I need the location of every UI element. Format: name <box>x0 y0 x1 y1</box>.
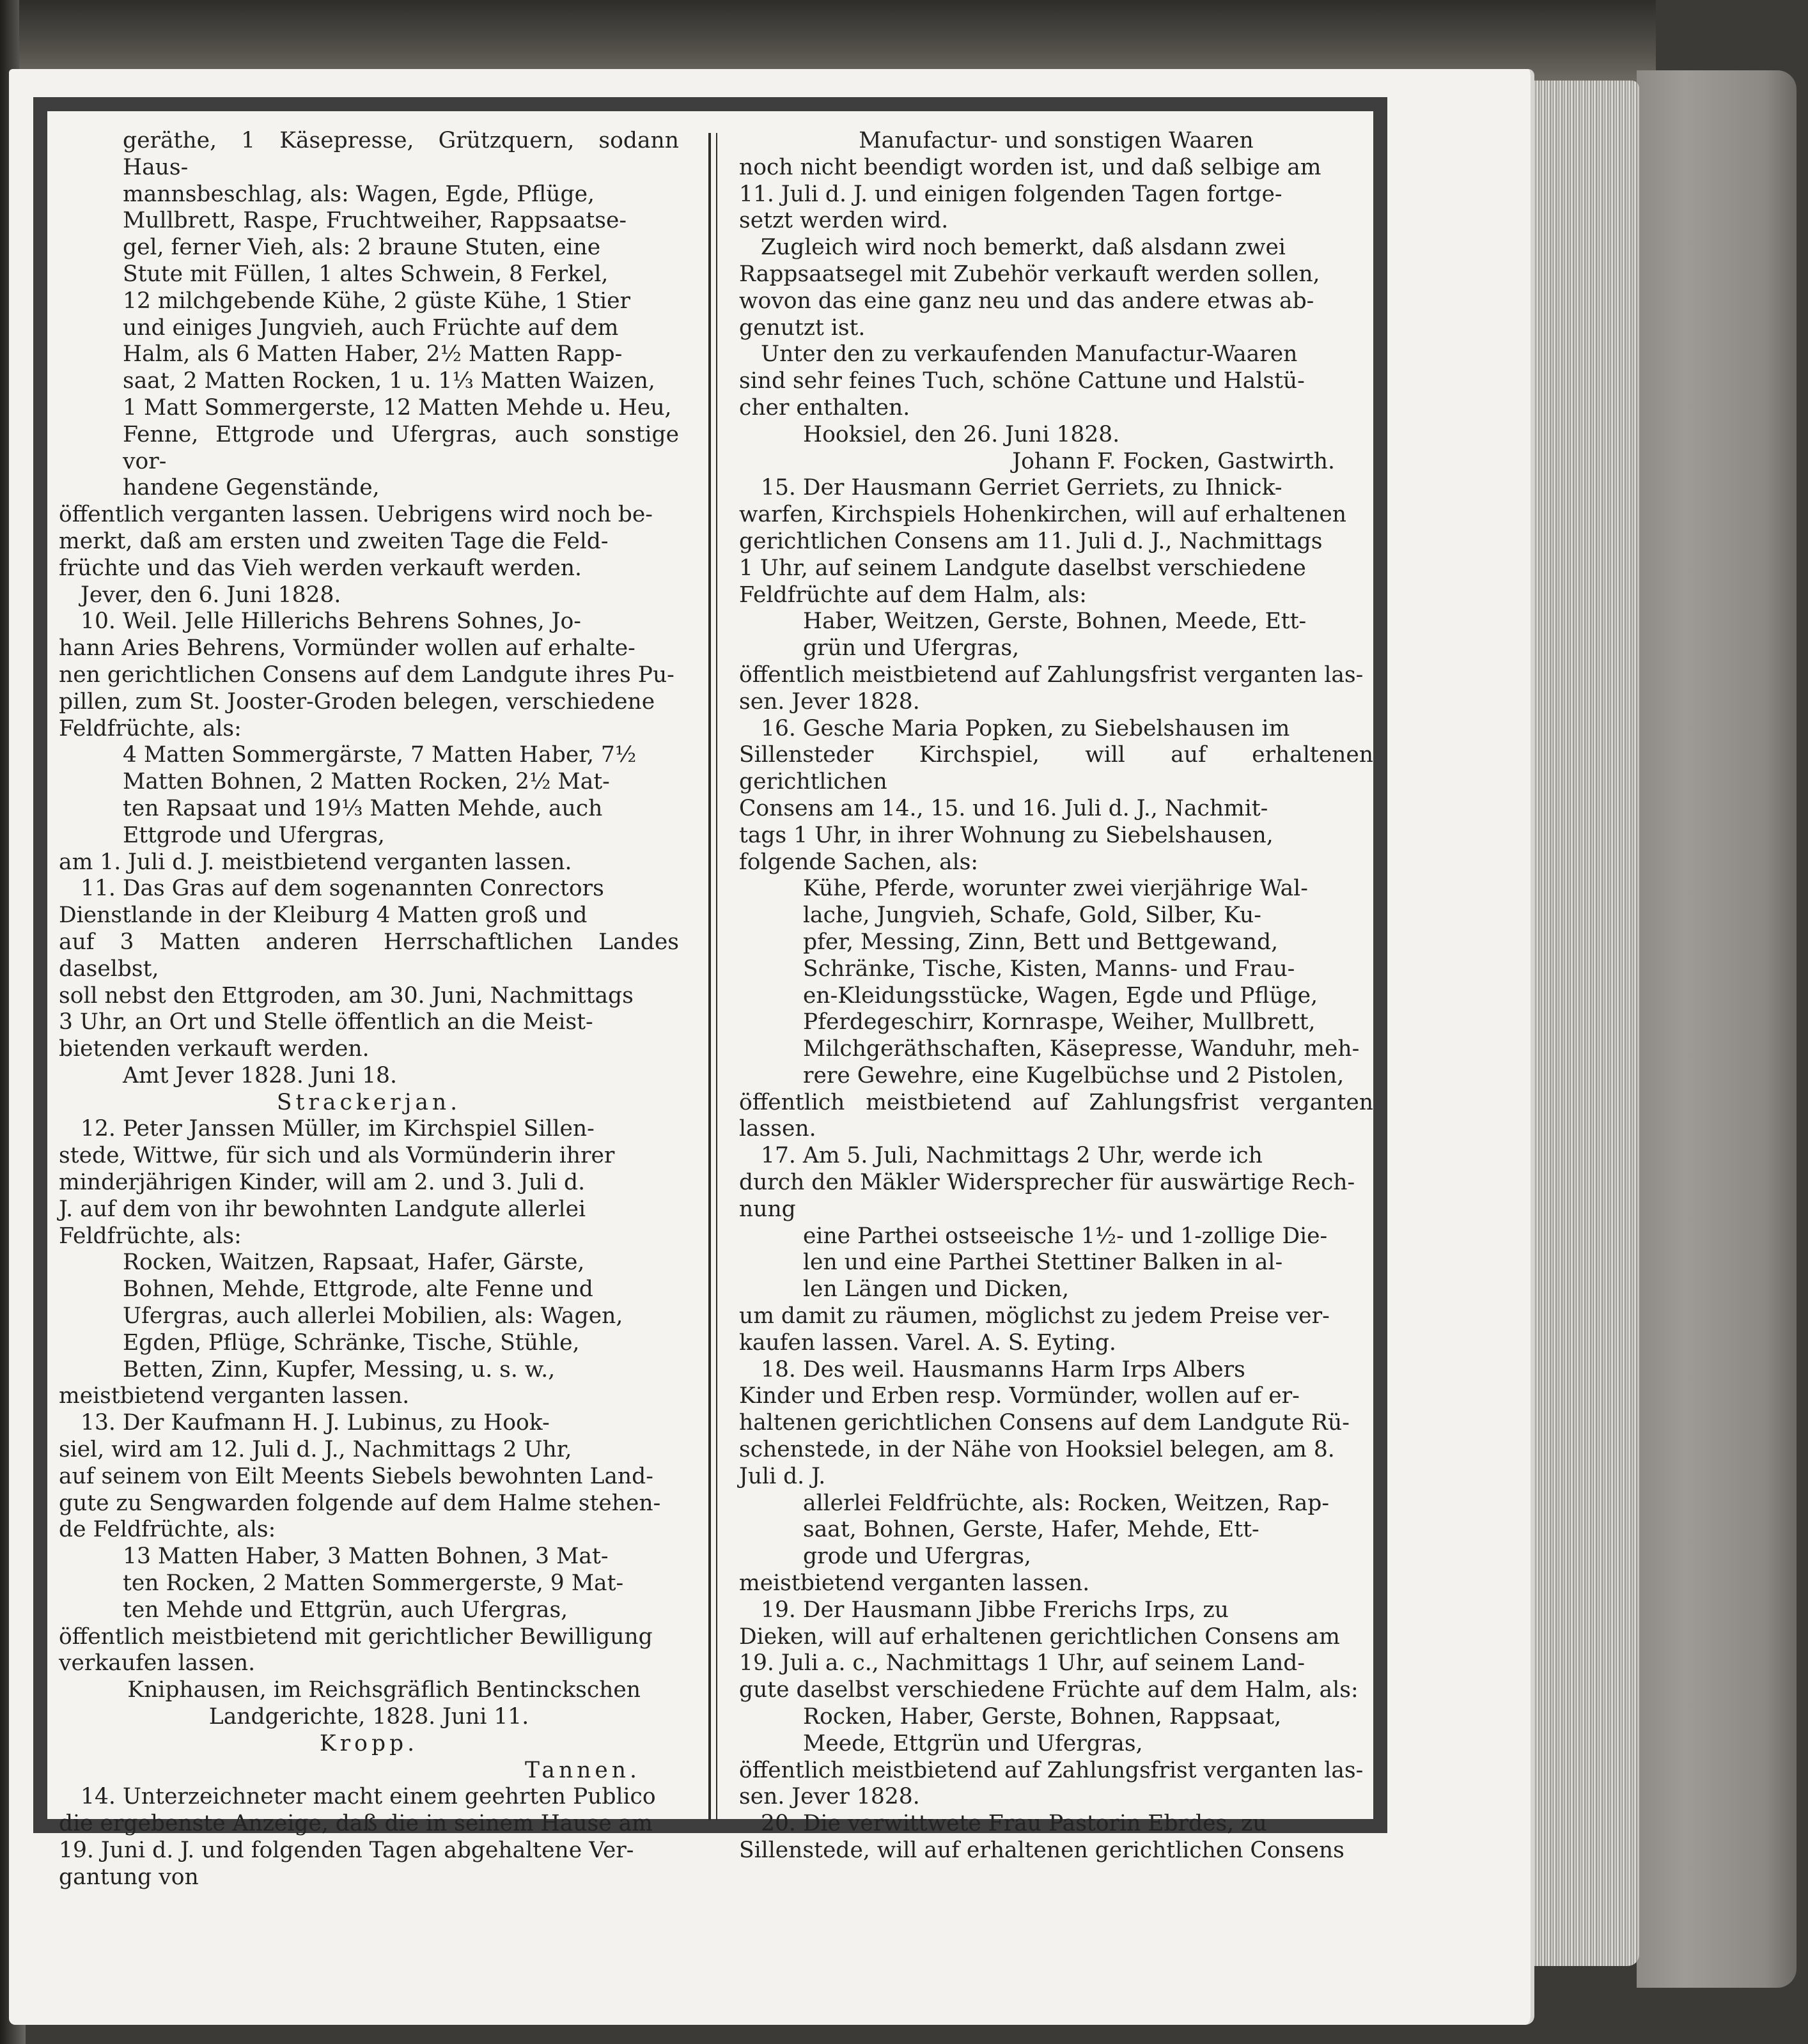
text-line: sen. Jever 1828. <box>739 1784 920 1810</box>
text-line: 11. Das Gras auf dem sogenannten Conrectors <box>81 876 604 902</box>
text-line: Landgerichte, 1828. Juni 11. <box>208 1704 529 1730</box>
text-line: Bohnen, Mehde, Ettgrode, alte Fenne und <box>123 1276 593 1303</box>
text-line: 10. Weil. Jelle Hillerichs Behrens Sohnes, Jo- <box>81 608 581 635</box>
text-line: Matten Bohnen, 2 Matten Rocken, 2½ Mat- <box>123 769 610 795</box>
text-line: Pferdegeschirr, Kornraspe, Weiher, Mullbrett, <box>803 1009 1316 1035</box>
text-line: merkt, daß am ersten und zweiten Tage die Feld- <box>59 528 609 554</box>
text-line: grode und Ufergras, <box>803 1544 1031 1570</box>
text-line: cher enthalten. <box>739 394 910 421</box>
text-line: ten Rocken, 2 Matten Sommergerste, 9 Mat- <box>123 1570 624 1597</box>
text-line: eine Parthei ostseeische 1½- und 1-zollige Die- <box>803 1223 1328 1249</box>
text-line: öffentlich meistbietend mit gerichtlicher Bewilligung <box>59 1623 653 1650</box>
text-line: nen gerichtlichen Consens auf dem Landgute ihres Pu- <box>59 662 674 688</box>
text-line: auf 3 Matten anderen Herrschaftlichen Landes daselbst, <box>59 929 679 982</box>
text-line: Kühe, Pferde, worunter zwei vierjährige Wal- <box>803 876 1308 902</box>
right-column <box>739 128 1373 1863</box>
text-line: Feldfrüchte, als: <box>59 715 242 741</box>
text-line: am 1. Juli d. J. meistbietend verganten lassen. <box>59 849 572 875</box>
text-line: siel, wird am 12. Juli d. J., Nachmittags 2 Uhr, <box>59 1437 572 1463</box>
text-line: 4 Matten Sommergärste, 7 Matten Haber, 7½ <box>123 742 637 768</box>
text-line: öffentlich meistbietend auf Zahlungsfrist verganten lassen. <box>739 1089 1373 1142</box>
text-line: Ettgrode und Ufergras, <box>123 822 385 848</box>
text-line: Strackerjan. <box>276 1089 462 1115</box>
text-line: 13 Matten Haber, 3 Matten Bohnen, 3 Mat- <box>123 1544 609 1570</box>
text-line: öffentlich meistbietend auf Zahlungsfrist verganten las- <box>739 662 1364 688</box>
text-line: Betten, Zinn, Kupfer, Messing, u. s. w., <box>123 1356 556 1382</box>
text-line: 1 Matt Sommergerste, 12 Matten Mehde u. Heu, <box>123 394 672 421</box>
text-line: und einiges Jungvieh, auch Früchte auf dem <box>123 314 619 341</box>
text-line: saat, 2 Matten Rocken, 1 u. 1⅓ Matten Waizen, <box>123 368 655 394</box>
text-line: pillen, zum St. Jooster-Groden belegen, verschiedene <box>59 688 655 715</box>
text-line: 18. Des weil. Hausmanns Harm Irps Albers <box>761 1356 1245 1382</box>
text-line: Amt Jever 1828. Juni 18. <box>123 1062 397 1088</box>
text-line: meistbietend verganten lassen. <box>59 1383 410 1409</box>
text-line: die ergebenste Anzeige, daß die in seinem Hause am <box>59 1811 653 1837</box>
text-line: ten Rapsaat und 19⅓ Matten Mehde, auch <box>123 795 603 821</box>
text-line: durch den Mäkler Widersprecher für auswärtige Rech- <box>739 1170 1355 1196</box>
text-line: Schränke, Tische, Kisten, Manns- und Frau- <box>803 956 1295 982</box>
text-line: saat, Bohnen, Gerste, Hafer, Mehde, Ett- <box>803 1517 1259 1543</box>
column-rule <box>708 133 711 1820</box>
text-line: früchte und das Vieh werden verkauft werden. <box>59 555 582 581</box>
page-edges <box>1531 81 1639 1966</box>
left-column <box>59 128 679 1890</box>
text-line: 1 Uhr, auf seinem Landgute daselbst verschiedene <box>739 555 1306 581</box>
text-line: warfen, Kirchspiels Hohenkirchen, will auf erhaltenen <box>739 502 1346 528</box>
text-line: Juli d. J. <box>739 1463 826 1489</box>
text-line: pfer, Messing, Zinn, Bett und Bettgewand, <box>803 929 1279 955</box>
text-line: hann Aries Behrens, Vormünder wollen auf erhalte- <box>59 635 635 662</box>
text-line: 14. Unterzeichneter macht einem geehrten Publico <box>81 1784 656 1810</box>
text-line: ten Mehde und Ettgrün, auch Ufergras, <box>123 1597 568 1623</box>
text-line: 19. Juli a. c., Nachmittags 1 Uhr, auf seinem Land- <box>739 1650 1305 1676</box>
text-line: 16. Gesche Maria Popken, zu Siebelshausen im <box>761 715 1290 741</box>
text-line: soll nebst den Ettgroden, am 30. Juni, Nachmittags <box>59 982 634 1009</box>
text-line: lache, Jungvieh, Schafe, Gold, Silber, Ku- <box>803 902 1261 929</box>
text-line: haltenen gerichtlichen Consens auf dem Landgute Rü- <box>739 1410 1350 1436</box>
text-line: gantung von <box>59 1864 199 1890</box>
text-line: Ufergras, auch allerlei Mobilien, als: Wagen, <box>123 1303 623 1329</box>
text-line: Halm, als 6 Matten Haber, 2½ Matten Rapp- <box>123 341 623 368</box>
text-line: Jever, den 6. Juni 1828. <box>81 582 341 608</box>
text-line: minderjährigen Kinder, will am 2. und 3. Juli d. <box>59 1170 586 1196</box>
text-line: Unter den zu verkaufenden Manufactur-Waaren <box>761 341 1298 368</box>
text-line: nung <box>739 1196 796 1222</box>
text-line: stede, Wittwe, für sich und als Vormünderin ihrer <box>59 1143 615 1169</box>
text-line: gerichtlichen Consens am 11. Juli d. J., Nachmittags <box>739 528 1323 554</box>
text-line: wovon das eine ganz neu und das andere etwas ab- <box>739 288 1314 314</box>
text-line: Johann F. Focken, Gastwirth. <box>1012 448 1335 474</box>
text-line: verkaufen lassen. <box>59 1650 256 1676</box>
text-line: Tannen. <box>525 1757 641 1783</box>
text-line: Dienstlande in der Kleiburg 4 Matten groß und <box>59 902 588 929</box>
text-line: 20. Die verwittwete Frau Pastorin Ebrdes, zu <box>761 1811 1267 1837</box>
text-line: Fenne, Ettgrode und Ufergras, auch sonstige vor- <box>123 421 679 474</box>
text-line: 19. Der Hausmann Jibbe Frerichs Irps, zu <box>761 1597 1229 1623</box>
text-line: Haber, Weitzen, Gerste, Bohnen, Meede, Ett- <box>803 608 1307 635</box>
text-line: Dieken, will auf erhaltenen gerichtlichen Consens am <box>739 1623 1340 1650</box>
text-line: Manufactur- und sonstigen Waaren <box>859 128 1254 153</box>
text-line: grün und Ufergras, <box>803 635 1020 662</box>
text-line: gute daselbst verschiedene Früchte auf dem Halm, als: <box>739 1677 1359 1703</box>
text-line: genutzt ist. <box>739 314 866 341</box>
text-line: folgende Sachen, als: <box>739 849 979 875</box>
text-line: meistbietend verganten lassen. <box>739 1570 1090 1597</box>
text-line: sind sehr feines Tuch, schöne Cattune und Halstü- <box>739 368 1305 394</box>
text-line: Milchgeräthschaften, Käsepresse, Wanduhr, meh- <box>803 1036 1360 1062</box>
page-frame <box>33 97 1387 1890</box>
text-line: tags 1 Uhr, in ihrer Wohnung zu Siebelshausen, <box>739 822 1274 848</box>
text-line: öffentlich meistbietend auf Zahlungsfrist verganten las- <box>739 1757 1364 1783</box>
text-line: len und eine Parthei Stettiner Balken in al- <box>803 1250 1283 1276</box>
text-line: 13. Der Kaufmann H. J. Lubinus, zu Hook- <box>81 1410 550 1436</box>
text-line: kaufen lassen. Varel. A. S. Eyting. <box>739 1329 1116 1356</box>
text-line: Kropp. <box>319 1730 419 1756</box>
text-line: handene Gegenstände, <box>123 475 380 501</box>
book-cover-board <box>1637 70 1796 1988</box>
text-line: Feldfrüchte auf dem Halm, als: <box>739 582 1087 608</box>
text-line: auf seinem von Eilt Meents Siebels bewohnten Land- <box>59 1463 653 1489</box>
text-line: setzt werden wird. <box>739 208 949 234</box>
text-line: 12 milchgebende Kühe, 2 güste Kühe, 1 Stier <box>123 288 631 314</box>
text-line: Kinder und Erben resp. Vormünder, wollen auf er- <box>739 1383 1300 1409</box>
text-line: öffentlich verganten lassen. Uebrigens wird noch be- <box>59 502 653 528</box>
text-line: Meede, Ettgrün und Ufergras, <box>803 1730 1143 1756</box>
text-line: mannsbeschlag, als: Wagen, Egde, Pflüge, <box>123 181 595 207</box>
text-line: Hooksiel, den 26. Juni 1828. <box>803 421 1120 447</box>
text-line: 3 Uhr, an Ort und Stelle öffentlich an die Meist- <box>59 1009 593 1035</box>
text-line: 17. Am 5. Juli, Nachmittags 2 Uhr, werde ich <box>761 1143 1263 1169</box>
text-line: gute zu Sengwarden folgende auf dem Halme stehen- <box>59 1490 661 1516</box>
text-line: Consens am 14., 15. und 16. Juli d. J., Nachmit- <box>739 795 1268 821</box>
text-line: rere Gewehre, eine Kugelbüchse und 2 Pistolen, <box>803 1062 1344 1088</box>
text-line: Kniphausen, im Reichsgräflich Bentinckschen <box>127 1677 641 1703</box>
text-line: J. auf dem von ihr bewohnten Landgute allerlei <box>59 1196 586 1222</box>
text-line: sen. Jever 1828. <box>739 688 920 715</box>
text-line: Rocken, Haber, Gerste, Bohnen, Rappsaat, <box>803 1704 1282 1730</box>
text-line: schenstede, in der Nähe von Hooksiel belegen, am 8. <box>739 1437 1335 1463</box>
text-line: Stute mit Füllen, 1 altes Schwein, 8 Ferkel, <box>123 261 609 287</box>
text-line: allerlei Feldfrüchte, als: Rocken, Weitzen, Rap- <box>803 1490 1330 1516</box>
column-rule <box>716 133 717 1820</box>
text-line: de Feldfrüchte, als: <box>59 1517 276 1543</box>
text-line: gel, ferner Vieh, als: 2 braune Stuten, eine <box>123 235 601 261</box>
text-line: Rocken, Waitzen, Rapsaat, Hafer, Gärste, <box>123 1250 585 1276</box>
text-line: bietenden verkauft werden. <box>59 1036 370 1062</box>
text-line: geräthe, 1 Käsepresse, Grützquern, sodann Haus- <box>123 128 679 180</box>
text-line: Rappsaatsegel mit Zubehör verkauft werden sollen, <box>739 261 1320 287</box>
text-line: Sillenstede, will auf erhaltenen gerichtlichen Consens <box>739 1838 1344 1863</box>
text-line: Zugleich wird noch bemerkt, daß alsdann zwei <box>761 235 1286 261</box>
text-line: 19. Juni d. J. und folgenden Tagen abgehaltene Ver- <box>59 1838 634 1863</box>
text-line: 11. Juli d. J. und einigen folgenden Tagen fortge- <box>739 181 1282 207</box>
text-line: Mullbrett, Raspe, Fruchtweiher, Rappsaatse- <box>123 208 627 234</box>
text-line: noch nicht beendigt worden ist, und daß selbige am <box>739 154 1321 180</box>
text-line: en-Kleidungsstücke, Wagen, Egde und Pflüge, <box>803 982 1318 1009</box>
text-line: um damit zu räumen, möglichst zu jedem Preise ver- <box>739 1303 1330 1329</box>
text-line: Feldfrüchte, als: <box>59 1223 242 1249</box>
text-line: 15. Der Hausmann Gerriet Gerriets, zu Ihnick- <box>761 475 1282 501</box>
text-line: len Längen und Dicken, <box>803 1276 1070 1303</box>
text-line: Sillensteder Kirchspiel, will auf erhaltenen gerichtlichen <box>739 742 1373 795</box>
text-line: 12. Peter Janssen Müller, im Kirchspiel Sillen- <box>81 1116 595 1142</box>
text-line: Egden, Pflüge, Schränke, Tische, Stühle, <box>123 1329 580 1356</box>
